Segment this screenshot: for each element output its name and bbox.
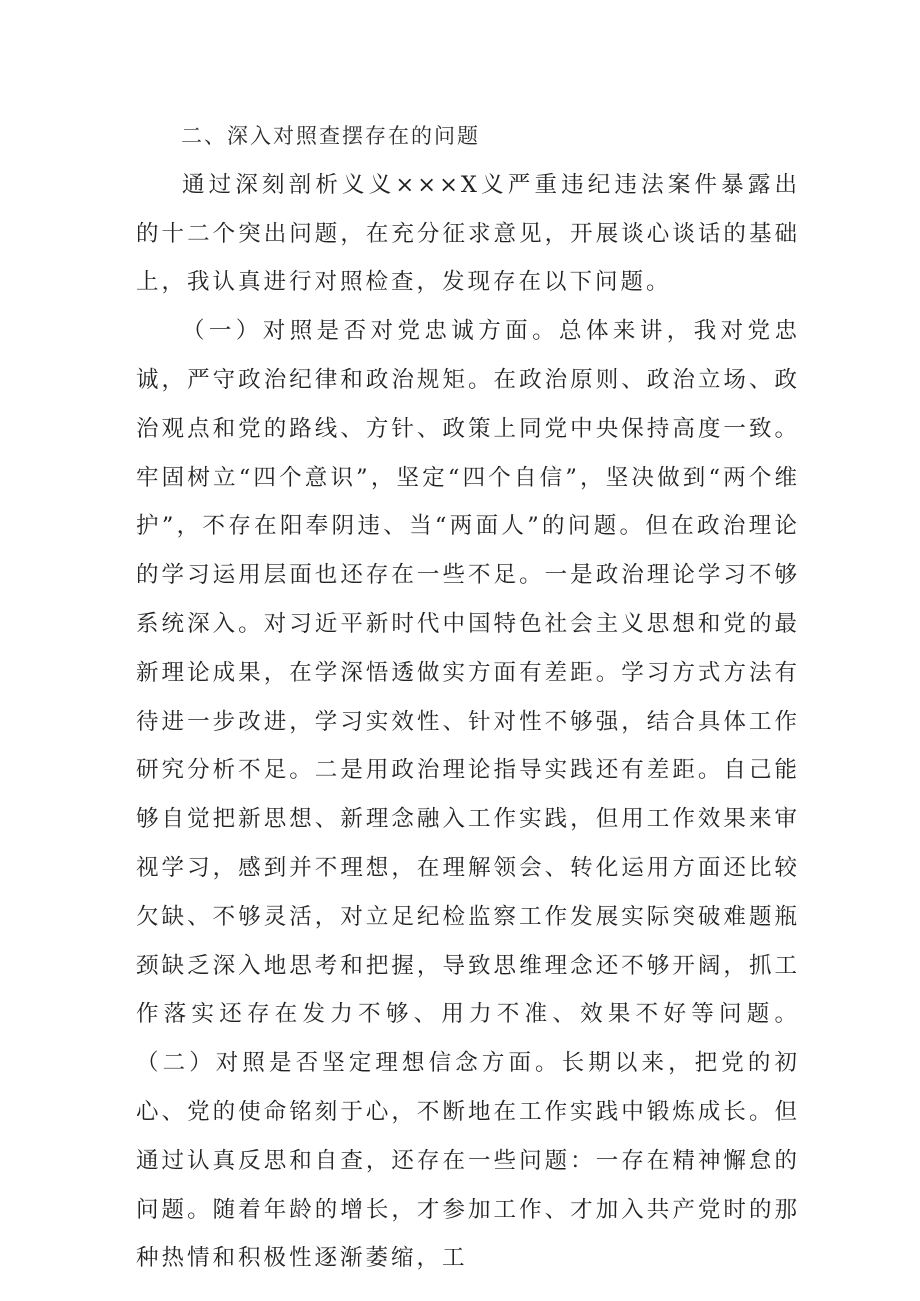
paragraph-intro: 通过深刻剖析义义×××X义严重违纪违法案件暴露出的十二个突出问题，在充分征求意见，开展谈心谈话的基础上，我认真进行对照检查，发现存在以下问题。	[136, 171, 800, 296]
paragraph-main: （一）对照是否对党忠诚方面。总体来讲，我对党忠诚，严守政治纪律和政治规矩。在政治原则、政治立场、政治观点和党的路线、方针、政策上同党中央保持高度一致。牢固树立“四个意识”，坚定“四个自信”，坚决做到“两个维护”，不存在阳奉阴违、当“两面人”的问题。但在政治理论的学习运用层面也还存在一些不足。一是政治理论学习不够系统深入。对习近平新时代中国特色社会主义思想和党的最新理论成果，在学深悟透做实方面有差距。学习方式方法有待进一步改进，学习实效性、针对性不够强，结合具体工作研究分析不足。二是用政治理论指导实践还有差距。自己能够自觉把新思想、新理念融入工作实践，但用工作效果来审视学习，感到并不理想，在理解领会、转化运用方面还比较欠缺、不够灵活，对立足纪检监察工作发展实际突破难题瓶颈缺乏深入地思考和把握，导致思维理念还不够开阔，抓工作落实还存在发力不够、用力不准、效果不好等问题。（二）对照是否坚定理想信念方面。长期以来，把党的初心、党的使命铭刻于心，不断地在工作实践中锻炼成长。但通过认真反思和自查，还存在一些问题：一存在精神懈怠的问题。随着年龄的增长，才参加工作、才加入共产党时的那种热情和积极性逐渐萎缩，工	[136, 318, 800, 1272]
document-body	[136, 112, 800, 1283]
section-heading: 二、深入对照查摆存在的问题	[181, 124, 480, 148]
